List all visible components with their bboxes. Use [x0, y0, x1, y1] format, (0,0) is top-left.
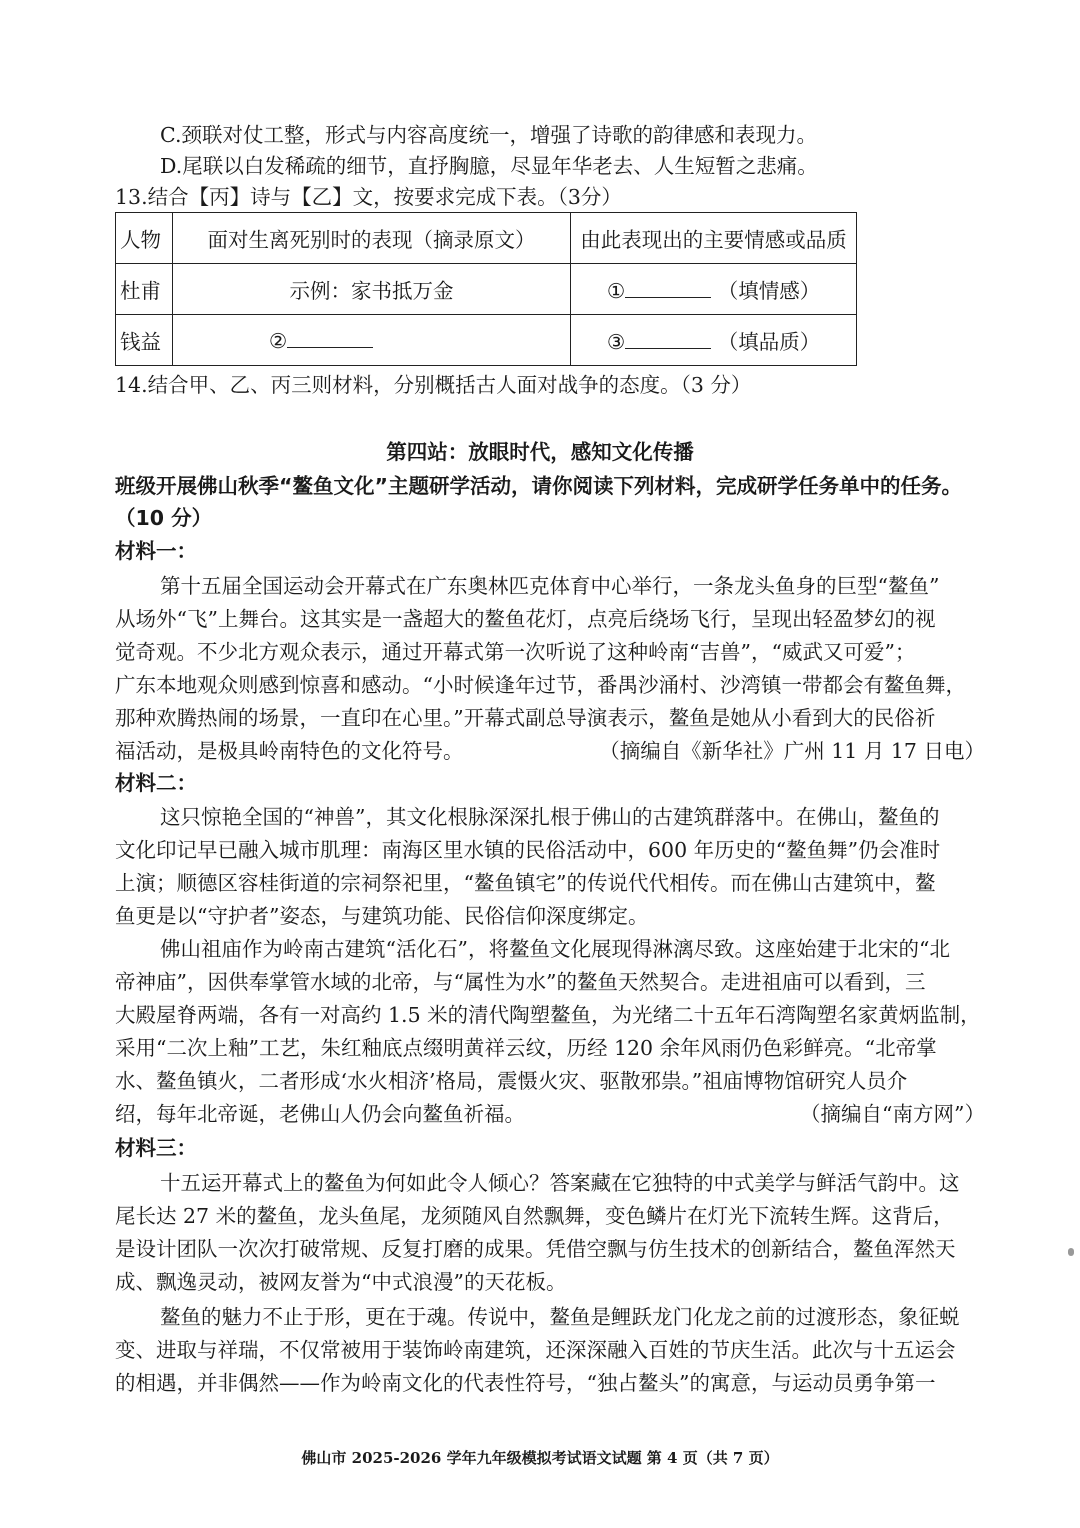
header-behavior: 面对生离死别时的表现（摘录原文） — [172, 213, 570, 264]
table-row — [116, 264, 857, 315]
section-points: （10 分） — [115, 506, 213, 530]
material-1-line: 从场外“飞”上舞台。这其实是一盏超大的鳌鱼花灯，点亮后绕场飞行，呈现出轻盈梦幻的视 — [115, 607, 936, 631]
question-14: 14.结合甲、乙、丙三则材料，分别概括古人面对战争的态度。（3 分） — [115, 373, 752, 397]
material-2-line: 水、鳌鱼镇火，二者形成‘水火相济’格局，震慑火灾、驱散邪祟。”祖庙博物馆研究人员介 — [115, 1069, 908, 1093]
material-1-line: 第十五届全国运动会开幕式在广东奥林匹克体育中心举行，一条龙头鱼身的巨型“鳌鱼” — [160, 574, 940, 598]
material-1-source: （摘编自《新华社》广州 11 月 17 日电） — [599, 739, 985, 763]
scan-mark — [1068, 1248, 1074, 1256]
material-3-line: 尾长达 27 米的鳌鱼，龙头鱼尾，龙须随风自然飘舞，变色鳞片在灯光下流转生辉。这背后， — [115, 1204, 954, 1228]
material-1-line: 那种欢腾热闹的场景，一直印在心里。”开幕式副总导演表示，鳌鱼是她从小看到大的民俗祈 — [115, 706, 936, 730]
cell-answer-3[interactable] — [571, 315, 857, 366]
blank-hint: （填品质） — [717, 330, 821, 354]
header-emotion: 由此表现出的主要情感或品质 — [571, 213, 857, 264]
material-1-line: 觉奇观。不少北方观众表示，通过开幕式第一次听说了这种岭南“吉兽”，“威武又可爱”； — [115, 640, 916, 664]
blank-hint: （填情感） — [717, 279, 821, 303]
table-row — [116, 315, 857, 366]
answer-table — [115, 212, 857, 366]
material-3-line: 成、飘逸灵动，被网友誉为“中式浪漫”的天花板。 — [115, 1270, 567, 1294]
material-3-line: 变、进取与祥瑞，不仅常被用于装饰岭南建筑，还深深融入百姓的节庆生活。此次与十五运会 — [115, 1338, 956, 1362]
header-person: 人物 — [116, 213, 173, 264]
material-2-label: 材料二： — [115, 771, 197, 795]
cell-answer-2[interactable] — [172, 315, 570, 366]
material-2-line: 帝神庙”，因供奉掌管水域的北帝，与“属性为水”的鳌鱼天然契合。走进祖庙可以看到，三 — [115, 970, 926, 994]
question-13: 13.结合【丙】诗与【乙】文，按要求完成下表。（3分） — [115, 185, 622, 209]
material-1-line: 广东本地观众则感到惊喜和感动。“小时候逢年过节，番禺沙涌村、沙湾镇一带都会有鳌鱼舞， — [115, 673, 966, 697]
material-3-line: 十五运开幕式上的鳌鱼为何如此令人倾心？答案藏在它独特的中式美学与鲜活气韵中。这 — [160, 1171, 960, 1195]
material-1-label: 材料一： — [115, 539, 197, 563]
material-2-line: 上演；顺德区容桂街道的宗祠祭祀里，“鳌鱼镇宅”的传说代代相传。而在佛山古建筑中，鳌 — [115, 871, 936, 895]
cell-person: 钱益 — [116, 315, 173, 366]
material-1-line: 福活动，是极具岭南特色的文化符号。 — [115, 739, 464, 763]
material-2-line: 采用“二次上釉”工艺，朱红釉底点缀明黄祥云纹，历经 120 余年风雨仍色彩鲜亮。“北帝掌 — [115, 1036, 937, 1060]
material-3-line: 的相遇，并非偶然——作为岭南文化的代表性符号，“独占鳌头”的寓意，与运动员勇争第一 — [115, 1371, 936, 1395]
material-2-line: 这只惊艳全国的“神兽”，其文化根脉深深扎根于佛山的古建筑群落中。在佛山，鳌鱼的 — [160, 805, 940, 829]
material-2-line: 大殿屋脊两端，各有一对高约 1.5 米的清代陶塑鳌鱼，为光绪二十五年石湾陶塑名家黄炳监制， — [115, 1003, 981, 1027]
material-2-line: 鱼更是以“守护者”姿态，与建筑功能、民俗信仰深度绑定。 — [115, 904, 649, 928]
material-2-line: 佛山祖庙作为岭南古建筑“活化石”，将鳌鱼文化展现得淋漓尽致。这座始建于北宋的“北 — [160, 937, 950, 961]
option-d: D.尾联以白发稀疏的细节，直抒胸臆，尽显年华老去、人生短暂之悲痛。 — [160, 154, 818, 178]
blank-number: ③ — [606, 330, 626, 354]
option-c: C.颈联对仗工整，形式与内容高度统一，增强了诗歌的韵律感和表现力。 — [160, 123, 817, 147]
answer-blank[interactable] — [625, 328, 711, 349]
cell-behavior: 示例：家书抵万金 — [172, 264, 570, 315]
material-3-line: 鳌鱼的魅力不止于形，更在于魂。传说中，鳌鱼是鲤跃龙门化龙之前的过渡形态，象征蜕 — [160, 1305, 960, 1329]
table-header-row — [116, 213, 857, 264]
cell-person: 杜甫 — [116, 264, 173, 315]
blank-number: ② — [268, 329, 288, 353]
page-footer: 佛山市 2025-2026 学年九年级模拟考试语文试题 第 4 页（共 7 页） — [301, 1449, 779, 1467]
material-2-line: 绍，每年北帝诞，老佛山人仍会向鳌鱼祈福。 — [115, 1102, 525, 1126]
material-3-label: 材料三： — [115, 1136, 197, 1160]
answer-blank[interactable] — [625, 277, 711, 298]
cell-answer-1[interactable] — [571, 264, 857, 315]
material-2-line: 文化印记早已融入城市肌理：南海区里水镇的民俗活动中，600 年历史的“鳌鱼舞”仍会准时 — [115, 838, 941, 862]
answer-blank[interactable] — [287, 327, 373, 348]
material-3-line: 是设计团队一次次打破常规、反复打磨的成果。凭借空飘与仿生技术的创新结合，鳌鱼浑然天 — [115, 1237, 956, 1261]
blank-number: ① — [606, 279, 626, 303]
section-title: 第四站：放眼时代，感知文化传播 — [386, 440, 694, 464]
section-intro: 班级开展佛山秋季“鳌鱼文化”主题研学活动，请你阅读下列材料，完成研学任务单中的任务。 — [115, 474, 962, 498]
material-2-source: （摘编自“南方网”） — [800, 1102, 985, 1126]
